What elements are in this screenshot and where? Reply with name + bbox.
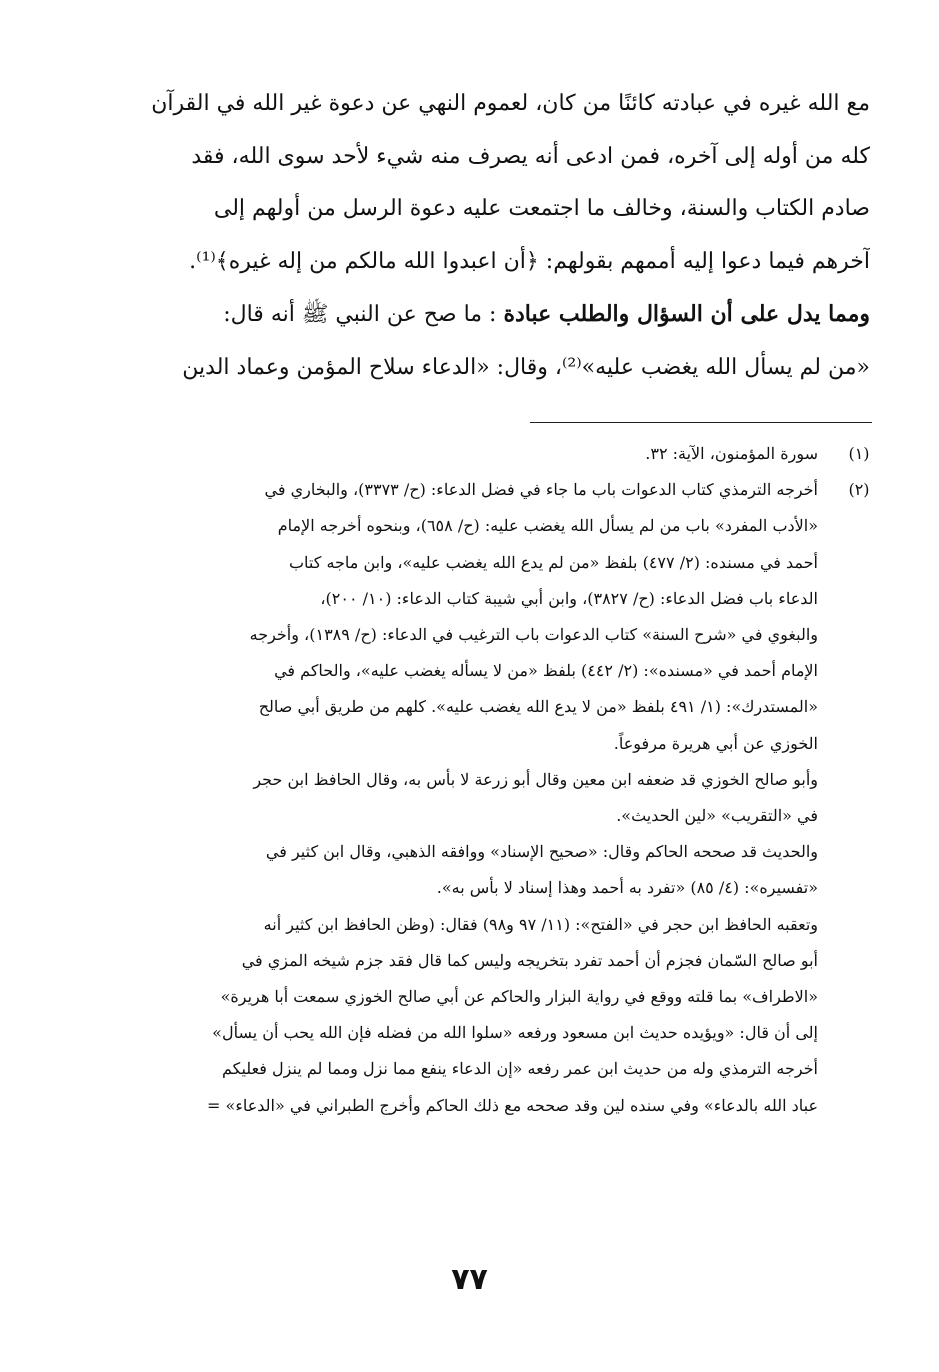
footnote-number: (٢) xyxy=(848,480,870,500)
footnote-line: والبغوي في «شرح السنة» كتاب الدعوات باب الترغيب في الدعاء: (ح/ ١٣٨٩)، وأخرجه xyxy=(249,625,818,645)
footnote-continuation-line: أبو صالح السّمان فجزم أن أحمد تفرد بتخريجه وليس كما قال فقد جزم شيخه المزي في xyxy=(241,950,818,970)
footnote-line: الدعاء باب فضل الدعاء: (ح/ ٣٨٢٧)، وابن أبي شيبة كتاب الدعاء: (١٠/ ٢٠٠)، xyxy=(320,588,818,608)
footnote-2 xyxy=(148,472,874,762)
footnote-line: أحمد في مسنده: (٢/ ٤٧٧) بلفظ «من لم يدع الله يغضب عليه»، وابن ماجه كتاب xyxy=(288,552,818,572)
footnote-continuation-line: «تفسيره»: (٤/ ٨٥) «تفرد به أحمد وهذا إسناد لا بأس به». xyxy=(436,878,818,898)
footnote-continuation-line: أخرجه الترمذي وله من حديث ابن عمر رفعه «إن الدعاء ينفع مما نزل ومما لم ينزل فعليكم xyxy=(221,1059,818,1079)
footnote-line: أخرجه الترمذي كتاب الدعوات باب ما جاء في فضل الدعاء: (ح/ ٣٣٧٣)، والبخاري في xyxy=(264,480,818,500)
footnote-line: الخوزي عن أبي هريرة مرفوعاً. xyxy=(613,733,818,753)
footnote-line: الإمام أحمد في «مسنده»: (٢/ ٤٤٢) بلفظ «من لا يسأله يغضب عليه»، والحاكم في xyxy=(274,661,818,681)
footnote-number: (١) xyxy=(848,444,870,463)
footnote-text: سورة المؤمنون، الآية: ٣٢. xyxy=(645,444,818,463)
footnote-1 xyxy=(148,436,874,472)
main-bold-heading: ومما يدل على أن السؤال والطلب عبادة xyxy=(503,301,870,327)
footnote-separator xyxy=(530,422,872,423)
main-line: مع الله غيره في عبادته كائنًا من كان، لعموم النهي عن دعوة غير الله في القرآن xyxy=(151,91,870,116)
main-paragraph-2 xyxy=(148,288,870,342)
main-text xyxy=(148,78,870,394)
main-line: «من لم يسأل الله يغضب عليه»⁽²⁾، وقال: «الدعاء سلاح المؤمن وعماد الدين xyxy=(182,354,870,380)
footnote-continuation-line: وأبو صالح الخوزي قد ضعفه ابن معين وقال أبو زرعة لا بأس به، وقال الحافظ ابن حجر xyxy=(253,769,818,789)
main-line: آخرهم فيما دعوا إليه أممهم بقولهم: ﴿أن اعبدوا الله مالكم من إله غيره﴾⁽¹⁾. xyxy=(189,248,870,274)
footnote-line: «الأدب المفرد» باب من لم يسأل الله يغضب عليه: (ح/ ٦٥٨)، وبنحوه أخرجه الإمام xyxy=(277,516,818,536)
footnote-continuation-line: في «التقريب» «لين الحديث». xyxy=(616,806,818,826)
footnote-continuation-line: «الاطراف» بما قلته ووقع في رواية البزار والحاكم عن أبي صالح الخوزي سمعت أبا هريرة» xyxy=(220,987,818,1007)
footnote-continuation-line: وتعقبه الحافظ ابن حجر في «الفتح»: (١١/ ٩٧ و٩٨) فقال: (وظن الحافظ ابن كثير أنه xyxy=(263,914,818,934)
footnote-continuation-line: عباد الله بالدعاء» وفي سنده لين وقد صححه مع ذلك الحاكم وأخرج الطبراني في «الدعاء» = xyxy=(207,1095,818,1115)
main-line: كله من أوله إلى آخره، فمن ادعى أنه يصرف منه شيء لأحد سوى الله، فقد xyxy=(191,143,870,169)
footnote-continuation-line: والحديث قد صححه الحاكم وقال: «صحيح الإسناد» ووافقه الذهبي، وقال ابن كثير في xyxy=(265,842,818,862)
main-line: صادم الكتاب والسنة، وخالف ما اجتمعت عليه دعوة الرسل من أولهم إلى xyxy=(213,196,870,221)
footnote-continuation-line: إلى أن قال: «ويؤيده حديث ابن مسعود ورفعه «سلوا الله من فضله فإن الله يحب أن يسأل» xyxy=(212,1023,818,1043)
main-para2-rest: : ما صح عن النبي ﷺ أنه قال: xyxy=(223,302,497,327)
footnotes xyxy=(148,436,874,1124)
page-number: ٧٧ xyxy=(451,1262,488,1297)
footnote-line: «المستدرك»: (١/ ٤٩١ بلفظ «من لا يدع الله يغضب عليه». كلهم من طريق أبي صالح xyxy=(258,697,818,717)
